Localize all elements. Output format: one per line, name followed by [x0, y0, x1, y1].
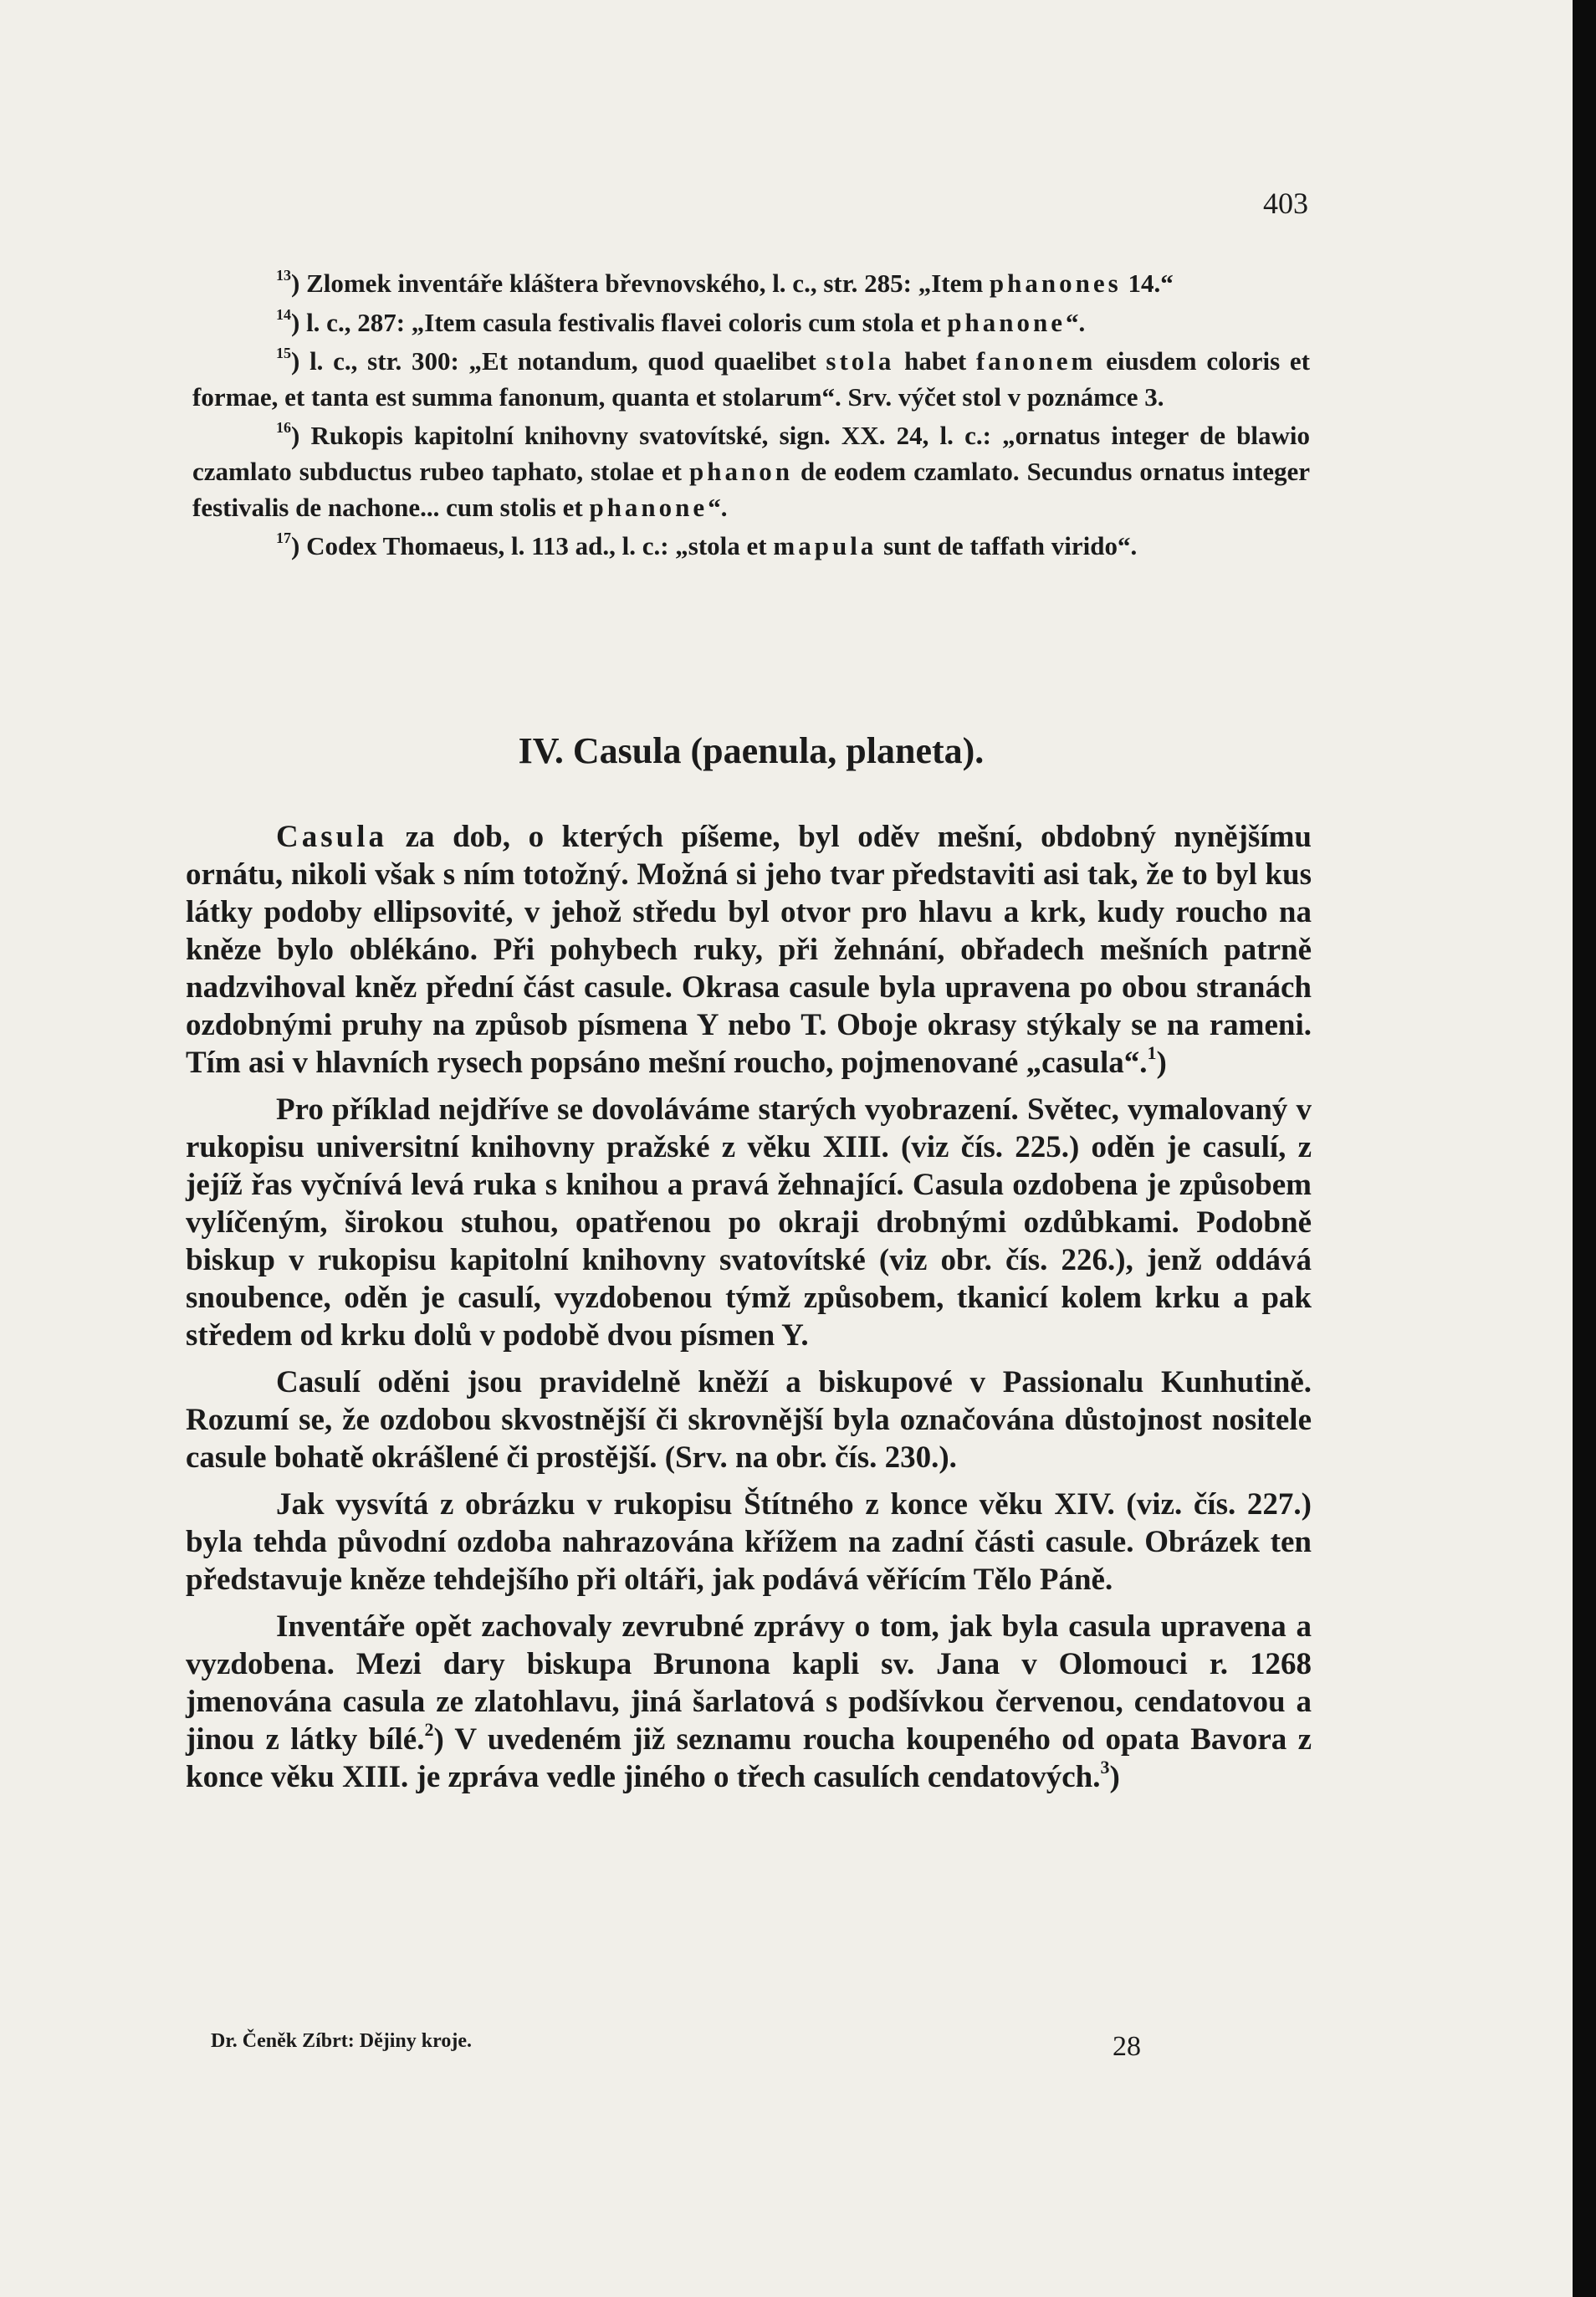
footnote-13 [192, 266, 1310, 302]
page-number: 403 [1263, 187, 1308, 220]
text-run: ) Rukopis kapitolní knihovny svatovítské, sign. XX. 24, l. c.: „ornatus integer de blawio czamlato subductus rubeo taphato, stolae et [192, 421, 1310, 486]
footnote-ref: 1 [1147, 1042, 1157, 1063]
text-run: ) Codex Thomaeus, l. 113 ad., l. c.: „stola et [291, 531, 774, 561]
paragraph [186, 1608, 1312, 1796]
footnote-ref: 3 [1100, 1757, 1110, 1778]
text-run: Inventáře opět zachovaly zevrubné zprávy o tom, jak byla casula upravena a vyzdobena. Mezi dary biskupa Brunona kapli sv. Jana v Olomouci r. 1268 jmenována casula ze zlatohlavu, jiná šarlatová s podšívkou červenou, cendatovou a jinou z látky bílé. [186, 1609, 1312, 1757]
text-run: ) Zlomek inventáře kláštera břevnovského, l. c., str. 285: „Item [291, 269, 990, 298]
text-run: ) V uvedeném již seznamu roucha koupeného od opata Bavora z konce věku XIII. je zpráva vedle jiného o třech casulích cendatových. [186, 1722, 1312, 1794]
page-edge [1573, 0, 1596, 2297]
text-run: za dob, o kterých píšeme, byl oděv mešní, obdobný nynějšímu ornátu, nikoli však s ním totožný. Možná si jeho tvar představiti asi tak, že to byl kus látky podoby ellipsovité, v jehož středu byl otvor pro hlavu a krk, kudy roucho na kněze bylo oblékáno. Při pohybech ruky, při žehnání, obřadech mešních patrně nadzvihoval kněz přední část casule. Okrasa casule byla upravena po obou stranách ozdobnými pruhy na způsob písmena Y nebo T. Oboje okrasy stýkaly se na rameni. Tím asi v hlavních rysech popsáno mešní roucho, pojmenované „casula“. [186, 820, 1312, 1080]
paragraph [186, 1091, 1312, 1354]
paragraph [186, 1486, 1312, 1599]
text-run: ) [1156, 1046, 1167, 1080]
footnote-16 [192, 418, 1310, 525]
body-text [186, 818, 1312, 1805]
footnote-14 [192, 305, 1310, 341]
footnote-ref: 2 [424, 1719, 434, 1740]
signature-line: Dr. Čeněk Zíbrt: Dějiny kroje. [211, 2030, 472, 2052]
text-run: eiusdem coloris et formae, et tanta est summa fanonum, quanta et stolarum“. Srv. výčet stol v poznámce 3. [192, 346, 1310, 412]
text-run: “. [708, 492, 728, 522]
sheet-number: 28 [1113, 2031, 1141, 2062]
paragraph [186, 1363, 1312, 1476]
spaced-term: mapula [773, 531, 877, 561]
text-run: de eodem czamlato. Secundus ornatus integer festivalis de nachone... cum stolis et [192, 456, 1310, 522]
text-run: ) l. c., 287: „Item casula festivalis flavei coloris cum stola et [291, 307, 948, 337]
text-run: 14.“ [1121, 269, 1174, 298]
footnote-number: 15 [276, 345, 291, 362]
text-run: Jak vysvítá z obrázku v rukopisu Štítného z konce věku XIV. (viz. čís. 227.) byla tehda původní ozdoba nahrazována křížem na zadní části casule. Obrázek ten představuje kněze tehdejšího při oltáři, jak podává věřícím Tělo Páně. [186, 1487, 1312, 1597]
text-run: Pro příklad nejdříve se dovoláváme starých vyobrazení. Světec, vymalovaný v rukopisu universitní knihovny pražské z věku XIII. (viz čís. 225.) oděn je casulí, z jejíž řas vyčnívá levá ruka s knihou a pravá žehnající. Casula ozdobena je způsobem vylíčeným, širokou stuhou, opatřenou po okraji drobnými ozdůbkami. Podobně biskup v rukopisu kapitolní knihovny svatovítské (viz obr. čís. 226.), jenž oddává snoubence, oděn je casulí, vyzdobenou týmž způsobem, tkanicí kolem krku a pak středem od krku dolů v podobě dvou písmen Y. [186, 1092, 1312, 1353]
footnote-15 [192, 344, 1310, 415]
spaced-term: stola [826, 346, 895, 376]
footnote-number: 17 [276, 529, 291, 547]
text-run: ) l. c., str. 300: „Et notandum, quod quaelibet [291, 346, 826, 376]
footnote-17 [192, 529, 1310, 565]
spaced-term: phanones [989, 269, 1122, 298]
text-run: Casulí oděni jsou pravidelně kněží a biskupové v Passionalu Kunhutině. Rozumí se, že ozdobou skvostnější či skrovnější byla označována důstojnost nositele casule bohatě okrášlené či prostější. (Srv. na obr. čís. 230.). [186, 1365, 1312, 1475]
section-heading: IV. Casula (paenula, planeta). [518, 730, 985, 771]
text-run: “. [1066, 307, 1086, 337]
text-run: ) [1109, 1760, 1120, 1794]
text-run: habet [894, 346, 976, 376]
spaced-term: fanonem [975, 346, 1097, 376]
footnotes-section [192, 266, 1310, 568]
spaced-term: phanone [589, 492, 708, 522]
footnote-number: 13 [276, 267, 291, 284]
spaced-term: phanon [688, 456, 793, 486]
paragraph [186, 818, 1312, 1082]
footnote-number: 16 [276, 419, 291, 437]
spaced-term: Casula [276, 820, 387, 854]
text-run: sunt de taffath virido“. [877, 531, 1138, 561]
spaced-term: phanone [947, 307, 1067, 337]
footnote-number: 14 [276, 305, 291, 323]
